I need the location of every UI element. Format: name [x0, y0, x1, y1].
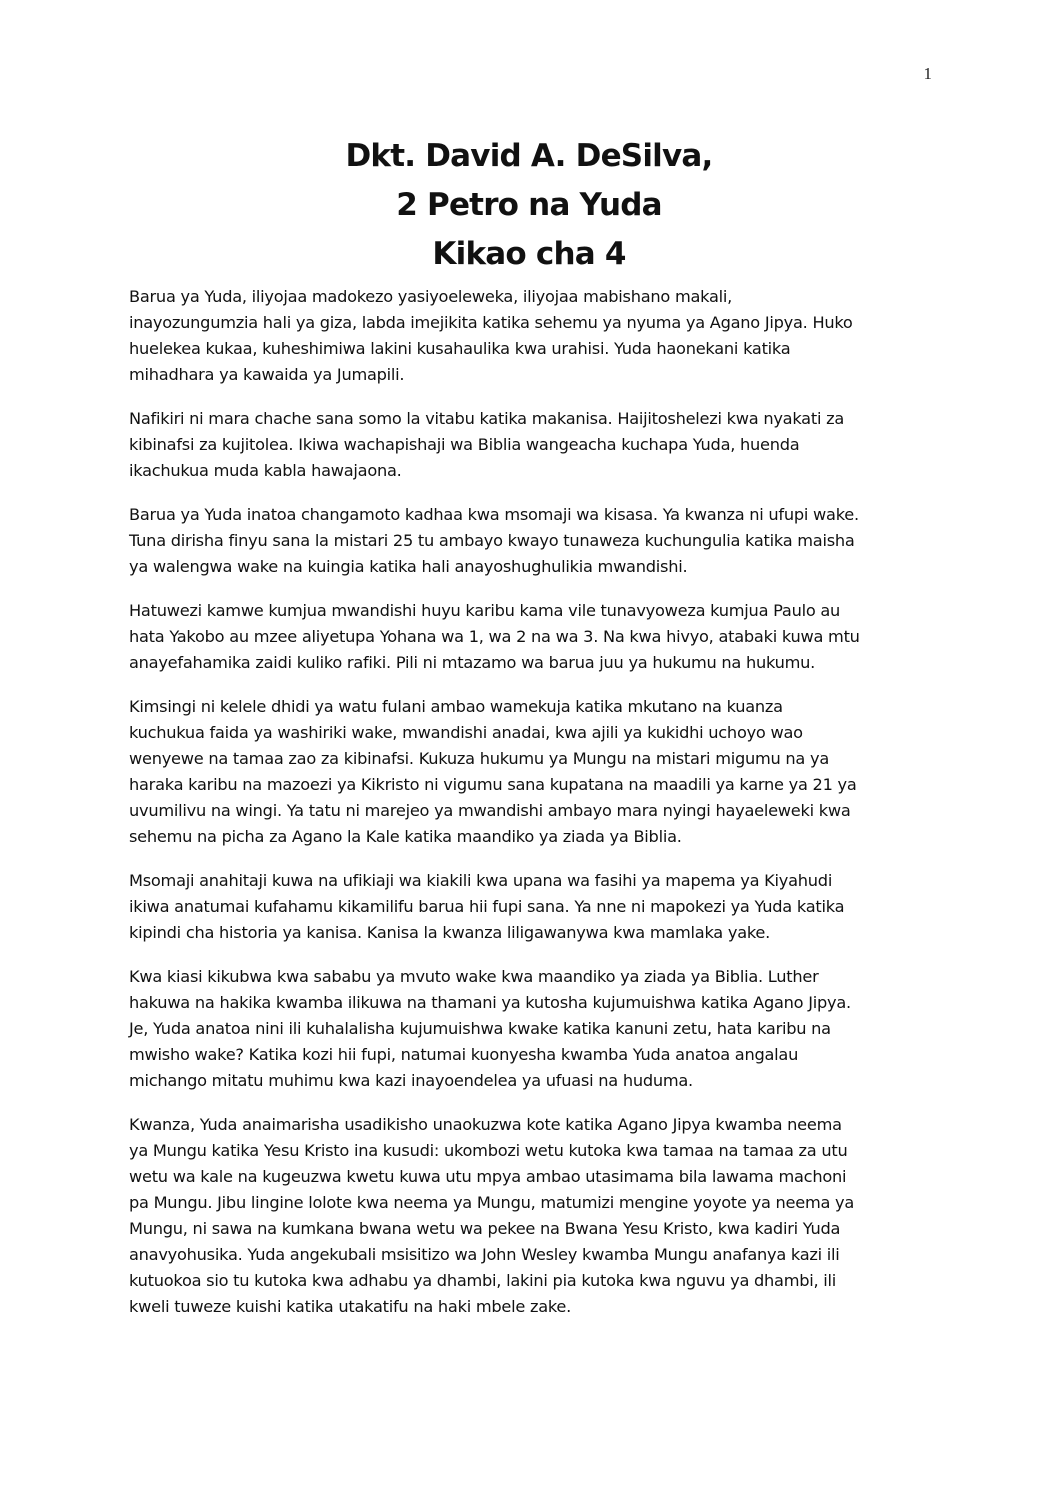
text-line: Nafikiri ni mara chache sana somo la vitabu katika makanisa. Haijitoshelezi kwa nyakati za — [129, 409, 845, 428]
text-line: mihadhara ya kawaida ya Jumapili. — [129, 365, 405, 384]
paragraph-6 — [129, 868, 929, 946]
text-line: wenyewe na tamaa zao za kibinafsi. Kukuza hukumu ya Mungu na mistari migumu na ya — [129, 749, 829, 768]
text-line: Kwanza, Yuda anaimarisha usadikisho unaokuzwa kote katika Agano Jipya kwamba neema — [129, 1115, 842, 1134]
text-line: hata Yakobo au mzee aliyetupa Yohana wa 1, wa 2 na wa 3. Na kwa hivyo, atabaki kuwa mtu — [129, 627, 860, 646]
text-line: kipindi cha historia ya kanisa. Kanisa la kwanza liligawanywa kwa mamlaka yake. — [129, 923, 771, 942]
text-line: Hatuwezi kamwe kumjua mwandishi huyu karibu kama vile tunavyoweza kumjua Paulo au — [129, 601, 841, 620]
text-line: Tuna dirisha finyu sana la mistari 25 tu ambayo kwayo tunaweza kuchungulia katika maisha — [129, 531, 855, 550]
text-line: anayefahamika zaidi kuliko rafiki. Pili ni mtazamo wa barua juu ya hukumu na hukumu. — [129, 653, 816, 672]
text-line: haraka karibu na mazoezi ya Kikristo ni vigumu sana kupatana na maadili ya karne ya 21 ya — [129, 775, 857, 794]
text-line: kuchukua faida ya washiriki wake, mwandishi anadai, kwa ajili ya kukidhi uchoyo wao — [129, 723, 803, 742]
text-line: inayozungumzia hali ya giza, labda imejikita katika sehemu ya nyuma ya Agano Jipya. Huko — [129, 313, 853, 332]
text-line: kutuokoa sio tu kutoka kwa adhabu ya dhambi, lakini pia kutoka kwa nguvu ya dhambi, ili — [129, 1271, 837, 1290]
document-title — [0, 132, 1058, 279]
paragraph-3 — [129, 502, 929, 580]
text-line: hakuwa na hakika kwamba ilikuwa na thamani ya kutosha kujumuishwa katika Agano Jipya. — [129, 993, 851, 1012]
paragraph-7 — [129, 964, 929, 1094]
text-line: Mungu, ni sawa na kumkana bwana wetu wa pekee na Bwana Yesu Kristo, kwa kadiri Yuda — [129, 1219, 841, 1238]
text-line: kweli tuweze kuishi katika utakatifu na haki mbele zake. — [129, 1297, 572, 1316]
text-line: Msomaji anahitaji kuwa na ufikiaji wa kiakili kwa upana wa fasihi ya mapema ya Kiyahudi — [129, 871, 833, 890]
text-line: ikiwa anatumai kufahamu kikamilifu barua hii fupi sana. Ya nne ni mapokezi ya Yuda katika — [129, 897, 845, 916]
paragraph-8 — [129, 1112, 929, 1320]
title-course: 2 Petro na Yuda — [396, 187, 662, 223]
text-line: mwisho wake? Katika kozi hii fupi, natumai kuonyesha kwamba Yuda anatoa angalau — [129, 1045, 799, 1064]
text-line: Je, Yuda anatoa nini ili kuhalalisha kujumuishwa kwake katika kanuni zetu, hata karibu na — [129, 1019, 831, 1038]
text-line: wetu wa kale na kugeuzwa kwetu kuwa utu mpya ambao utasimama bila lawama machoni — [129, 1167, 847, 1186]
paragraph-2 — [129, 406, 929, 484]
text-line: ya Mungu katika Yesu Kristo ina kusudi: ukombozi wetu kutoka kwa tamaa na tamaa za utu — [129, 1141, 848, 1160]
text-line: Kimsingi ni kelele dhidi ya watu fulani ambao wamekuja katika mkutano na kuanza — [129, 697, 783, 716]
text-line: ikachukua muda kabla hawajaona. — [129, 461, 402, 480]
text-line: uvumilivu na wingi. Ya tatu ni marejeo ya mwandishi ambayo mara nyingi hayaeleweki kwa — [129, 801, 851, 820]
title-author: Dkt. David A. DeSilva, — [345, 138, 713, 174]
page-number: 1 — [923, 64, 932, 83]
text-line: Kwa kiasi kikubwa kwa sababu ya mvuto wake kwa maandiko ya ziada ya Biblia. Luther — [129, 967, 819, 986]
text-line: Barua ya Yuda, iliyojaa madokezo yasiyoeleweka, iliyojaa mabishano makali, — [129, 287, 733, 306]
paragraph-1 — [129, 284, 929, 388]
text-line: michango mitatu muhimu kwa kazi inayoendelea ya ufuasi na huduma. — [129, 1071, 693, 1090]
title-session: Kikao cha 4 — [432, 236, 626, 272]
text-line: pa Mungu. Jibu lingine lolote kwa neema ya Mungu, matumizi mengine yoyote ya neema ya — [129, 1193, 855, 1212]
text-line: huelekea kukaa, kuheshimiwa lakini kusahaulika kwa urahisi. Yuda haonekani katika — [129, 339, 791, 358]
paragraph-4 — [129, 598, 929, 676]
text-line: anavyohusika. Yuda angekubali msisitizo wa John Wesley kwamba Mungu anafanya kazi ili — [129, 1245, 840, 1264]
text-line: sehemu na picha za Agano la Kale katika maandiko ya ziada ya Biblia. — [129, 827, 682, 846]
paragraph-5 — [129, 694, 929, 850]
text-line: ya walengwa wake na kuingia katika hali anayoshughulikia mwandishi. — [129, 557, 688, 576]
body-text — [129, 284, 929, 1338]
text-line: Barua ya Yuda inatoa changamoto kadhaa kwa msomaji wa kisasa. Ya kwanza ni ufupi wake. — [129, 505, 859, 524]
text-line: kibinafsi za kujitolea. Ikiwa wachapishaji wa Biblia wangeacha kuchapa Yuda, huenda — [129, 435, 800, 454]
